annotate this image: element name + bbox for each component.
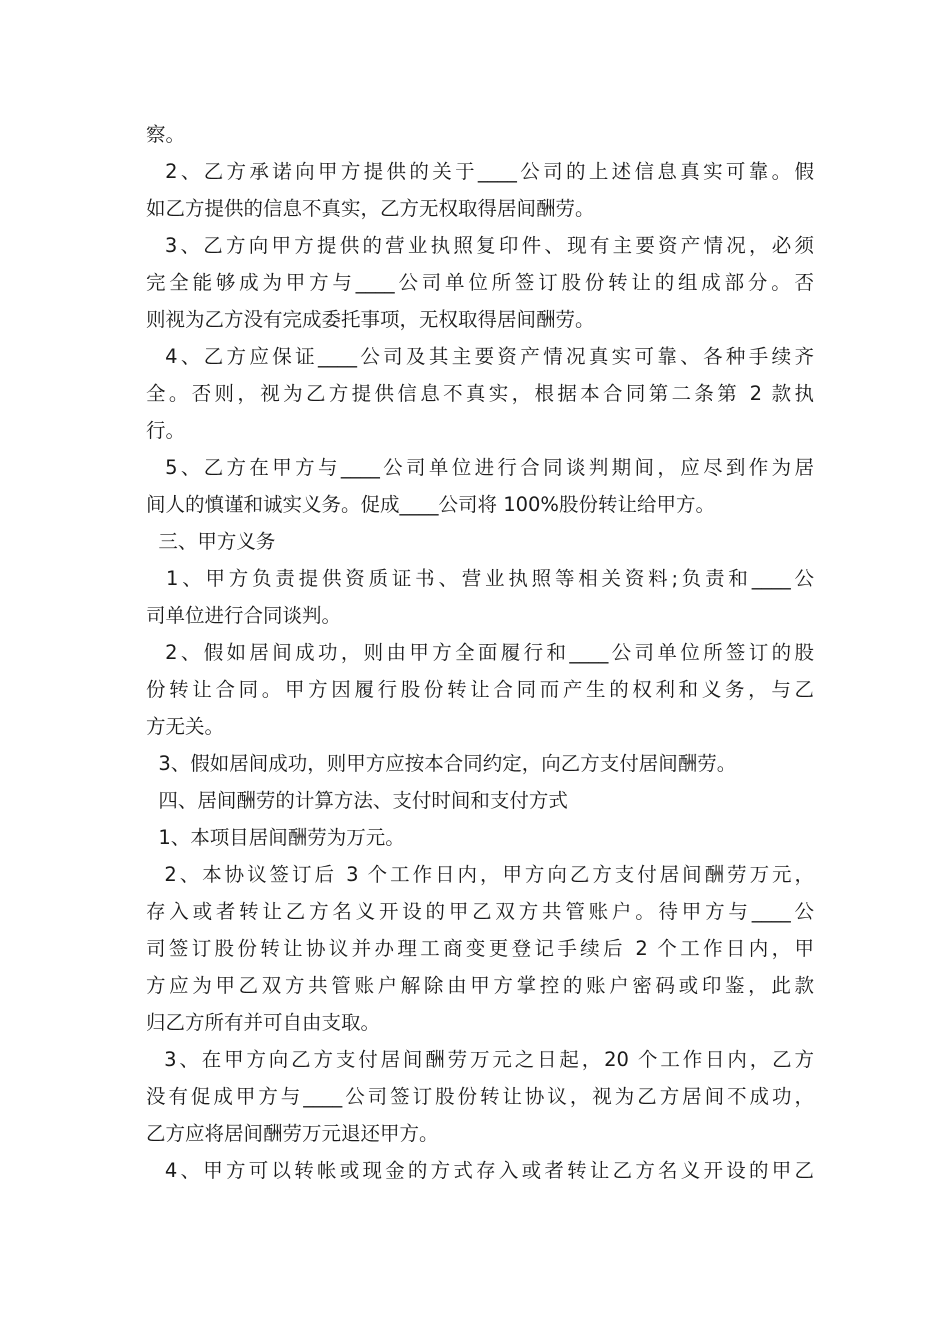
text-line: 4、甲方可以转帐或现金的方式存入或者转让乙方名义开设的甲乙	[146, 1159, 814, 1182]
text-line: 归乙方所有并可自由支取。	[146, 1011, 381, 1034]
text-line: 份转让合同。甲方因履行股份转让合同而产生的权利和义务，与乙	[146, 678, 814, 701]
document-body	[146, 116, 814, 1189]
text-line: 2、本协议签订后 3 个工作日内，甲方向乙方支付居间酬劳万元，	[146, 863, 814, 886]
text-line: 1、甲方负责提供资质证书、营业执照等相关资料;负责和____公	[146, 567, 814, 590]
text-line: 司单位进行合同谈判。	[146, 604, 342, 627]
text-line: 如乙方提供的信息不真实，乙方无权取得居间酬劳。	[146, 197, 595, 220]
text-line: 5、乙方在甲方与____公司单位进行合同谈判期间，应尽到作为居	[146, 456, 814, 479]
text-line: 行。	[146, 419, 186, 442]
text-line: 3、假如居间成功，则甲方应按本合同约定，向乙方支付居间酬劳。	[146, 752, 737, 775]
text-line: 2、假如居间成功，则由甲方全面履行和____公司单位所签订的股	[146, 641, 814, 664]
text-line: 方应为甲乙双方共管账户解除由甲方掌控的账户密码或印鉴，此款	[146, 974, 814, 997]
text-line: 则视为乙方没有完成委托事项，无权取得居间酬劳。	[146, 308, 595, 331]
text-line: 间人的慎谨和诚实义务。促成____公司将 100%股份转让给甲方。	[146, 493, 715, 516]
text-line: 3、在甲方向乙方支付居间酬劳万元之日起，20 个工作日内，乙方	[146, 1048, 814, 1071]
text-line: 没有促成甲方与____公司签订股份转让协议，视为乙方居间不成功，	[146, 1085, 814, 1108]
text-line: 完全能够成为甲方与____公司单位所签订股份转让的组成部分。否	[146, 271, 814, 294]
text-line: 乙方应将居间酬劳万元退还甲方。	[146, 1122, 439, 1145]
text-line: 1、本项目居间酬劳为万元。	[146, 826, 405, 849]
text-line: 司签订股份转让协议并办理工商变更登记手续后 2 个工作日内，甲	[146, 937, 814, 960]
section-heading: 四、居间酬劳的计算方法、支付时间和支付方式	[146, 789, 568, 812]
text-line: 存入或者转让乙方名义开设的甲乙双方共管账户。待甲方与____公	[146, 900, 814, 923]
text-line: 2、乙方承诺向甲方提供的关于____公司的上述信息真实可靠。假	[146, 160, 814, 183]
section-heading: 三、甲方义务	[146, 530, 276, 553]
text-line: 全。否则，视为乙方提供信息不真实，根据本合同第二条第 2 款执	[146, 382, 814, 405]
text-line: 察。	[146, 123, 186, 146]
text-line: 3、乙方向甲方提供的营业执照复印件、现有主要资产情况，必须	[146, 234, 814, 257]
text-line: 4、乙方应保证____公司及其主要资产情况真实可靠、各种手续齐	[146, 345, 814, 368]
text-line: 方无关。	[146, 715, 225, 738]
